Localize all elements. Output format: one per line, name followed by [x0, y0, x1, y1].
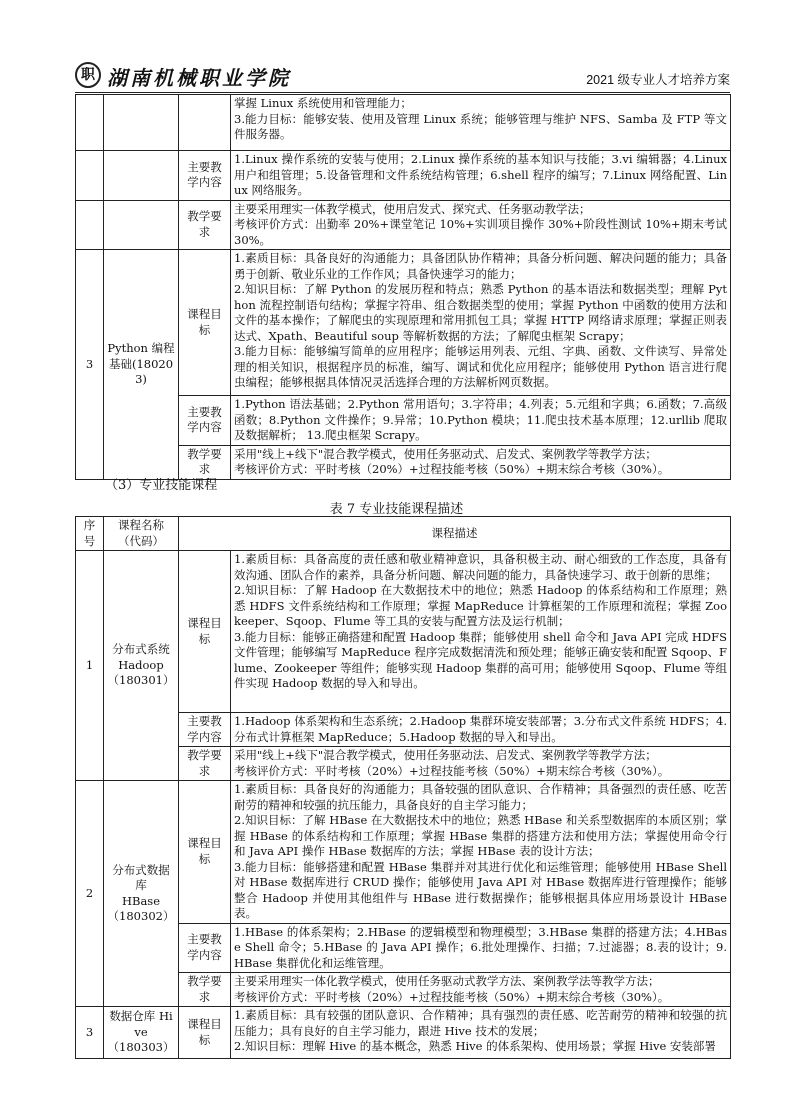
row-label: 主要教学内容 — [179, 923, 231, 973]
page-header — [75, 60, 730, 93]
row-content: 主要采用理实一体教学模式，使用启发式、探究式、任务驱动教学法； 考核评价方式：出勤率 20%+课堂笔记 10%+实训项目操作 30%+阶段性测试 10%+期末考试 30%。 — [231, 200, 731, 250]
row-content: 1.Linux 操作系统的安装与使用；2.Linux 操作系统的基本知识与技能；3.vi 编辑器；4.Linux 用户和组管理；5.设备管理和文件系统结构管理；6.shell 程序的编写；7.Linux 网络配置、Linux 网络服务。 — [231, 151, 731, 201]
table-cell-no — [76, 95, 104, 151]
row-label — [179, 95, 231, 151]
row-content: 采用"线上+线下"混合教学模式，使用任务驱动式、启发式、案例教学等教学方法； 考核评价方式：平时考核（20%）+过程技能考核（50%）+期末综合考核（30%）。 — [231, 445, 731, 479]
row-label: 课程目标 — [179, 551, 231, 713]
row-label: 教学要求 — [179, 747, 231, 781]
header-no: 序号 — [76, 517, 104, 551]
table-cell-name — [104, 151, 179, 201]
row-label: 教学要求 — [179, 200, 231, 250]
course-table-continued — [75, 94, 731, 480]
course-no: 3 — [76, 250, 104, 480]
course-no: 3 — [76, 1007, 104, 1059]
skill-course-table — [75, 516, 731, 1059]
row-content: 主要采用理实一体化教学模式，使用任务驱动式教学方法、案例教学法等教学方法； 考核评价方式：平时考核（20%）+过程技能考核（50%）+期末综合考核（30%）。 — [231, 973, 731, 1007]
document-title: 2021 级专业人才培养方案 — [586, 73, 730, 87]
table-cell-no — [76, 200, 104, 250]
row-content: 1.HBase 的体系架构；2.HBase 的逻辑模型和物理模型；3.HBase 集群的搭建方法；4.HBase Shell 命令；5.HBase 的 Java API 操作；6.批处理操作、扫描；7.过滤器；8.表的设计；9.HBase 集群优化和运维管理。 — [231, 923, 731, 973]
row-content: 采用"线上+线下"混合教学模式，使用任务驱动法、启发式、案例教学等教学方法； 考核评价方式：平时考核（20%）+过程技能考核（50%）+期末综合考核（30%）。 — [231, 747, 731, 781]
table-caption: 表 7 专业技能课程描述 — [329, 502, 464, 517]
row-label: 主要教学内容 — [179, 396, 231, 446]
row-content: 1.素质目标：具有较强的团队意识、合作精神；具有强烈的责任感、吃苦耐劳的精神和较强的抗压能力；具有良好的自主学习能力，跟进 Hive 技术的发展； 2.知识目标：理解 Hive 的基本概念，熟悉 Hive 的体系架构、使用场景；掌握 Hive 安装部署 — [231, 1007, 731, 1059]
course-name: Python 编程基础(180203) — [104, 250, 179, 480]
row-content: 1.Hadoop 体系架构和生态系统；2.Hadoop 集群环境安装部署；3.分布式文件系统 HDFS；4.分布式计算框架 MapReduce；5.Hadoop 数据的导入和导出。 — [231, 713, 731, 747]
row-content: 1.素质目标：具备良好的沟通能力；具备团队协作精神；具备分析问题、解决问题的能力；具备勇于创新、敬业乐业的工作作风；具备快速学习的能力； 2.知识目标：了解 Python 的发展历程和特点；熟悉 Python 的基本语法和数据类型；理解 Python 流程控制语句结构；掌握字符串、组合数据类型的使用；掌握 Python 中函数的使用方法和文件的基本操作；了解爬虫的实现原理和常用抓包工具；掌握 HTTP 网络请求原理；掌握正则表达式、Xpath、Beautiful soup 等解析数据的方法；了解爬虫框架 Scrapy； 3.能力目标：能够编写简单的应用程序；能够运用列表、元组、字典、函数、文件读写、异常处理的相关知识，根据程序员的标准，编写、调试和优化应用程序；能够使用 Python 语言进行爬虫编程；能够根据具体情况灵活选择合理的方法解析网页数据。 — [231, 250, 731, 396]
table-cell-name — [104, 95, 179, 151]
row-content: 掌握 Linux 系统使用和管理能力； 3.能力目标：能够安装、使用及管理 Linux 系统；能够管理与维护 NFS、Samba 及 FTP 等文件服务器。 — [231, 95, 731, 151]
row-label: 主要教学内容 — [179, 713, 231, 747]
school-name: 湖南机械职业学院 — [107, 66, 291, 90]
row-label: 主要教学内容 — [179, 151, 231, 201]
row-label: 课程目标 — [179, 250, 231, 396]
table-cell-name — [104, 200, 179, 250]
course-no: 2 — [76, 781, 104, 1007]
row-content: 1.素质目标：具备良好的沟通能力；具备较强的团队意识、合作精神；具备强烈的责任感、吃苦耐劳的精神和较强的抗压能力，具备良好的自主学习能力； 2.知识目标：了解 HBase 在大数据技术中的地位；熟悉 HBase 和关系型数据库的本质区别；掌握 HBase 的体系结构和工作原理；掌握 HBase 集群的搭建方法和使用方法；掌握使用命令行和 Java API 操作 HBase 数据库的方法；掌握 HBase 表的设计方法； 3.能力目标：能够搭建和配置 HBase 集群并对其进行优化和运维管理；能够使用 HBase Shell 对 HBase 数据库进行 CRUD 操作；能够使用 Java API 对 HBase 数据库进行管理操作；能够整合 Hadoop 并使用其他组件与 HBase 进行数据操作；能够根据具体应用场景设计 HBase 表。 — [231, 781, 731, 924]
row-label: 课程目标 — [179, 1007, 231, 1059]
row-label: 教学要求 — [179, 973, 231, 1007]
course-name: 数据仓库 Hive （180303） — [104, 1007, 179, 1059]
row-content: 1.Python 语法基础；2.Python 常用语句；3.字符串；4.列表；5.元组和字典；6.函数；7.高级函数；8.Python 文件操作；9.异常；10.Python 模块；11.爬虫技术基本原理；12.urllib 爬取及数据解析； 13.爬虫框架 Scrapy。 — [231, 396, 731, 446]
header-name: 课程名称（代码） — [104, 517, 179, 551]
course-name: 分布式数据库 HBase （180302） — [104, 781, 179, 1007]
header-desc: 课程描述 — [179, 517, 731, 551]
school-logo-icon: 职 — [75, 62, 101, 88]
row-label: 课程目标 — [179, 781, 231, 924]
row-label: 教学要求 — [179, 445, 231, 479]
section-title: （3）专业技能课程 — [105, 478, 218, 493]
row-content: 1.素质目标：具备高度的责任感和敬业精神意识，具备积极主动、耐心细致的工作态度，具备有效沟通、团队合作的素养，具备分析问题、解决问题的能力，具备快速学习、敢于创新的思维； 2.知识目标：了解 Hadoop 在大数据技术中的地位；熟悉 Hadoop 的体系结构和工作原理；熟悉 HDFS 文件系统结构和工作原理；掌握 MapReduce 计算框架的工作原理和流程；掌握 Zookeeper、Sqoop、Flume 等工具的安装与配置方法及运行机制； 3.能力目标：能够正确搭建和配置 Hadoop 集群；能够使用 shell 命令和 Java API 完成 HDFS 文件管理；能够编写 MapReduce 程序完成数据清洗和预处理；能够正确安装和配置 Sqoop、Flume、Zookeeper 等组件；能够实现 Hadoop 集群的高可用；能够使用 Sqoop、Flume 等组件实现 Hadoop 数据的导入和导出。 — [231, 551, 731, 713]
course-no: 1 — [76, 551, 104, 781]
course-name: 分布式系统 Hadoop （180301） — [104, 551, 179, 781]
table-cell-no — [76, 151, 104, 201]
